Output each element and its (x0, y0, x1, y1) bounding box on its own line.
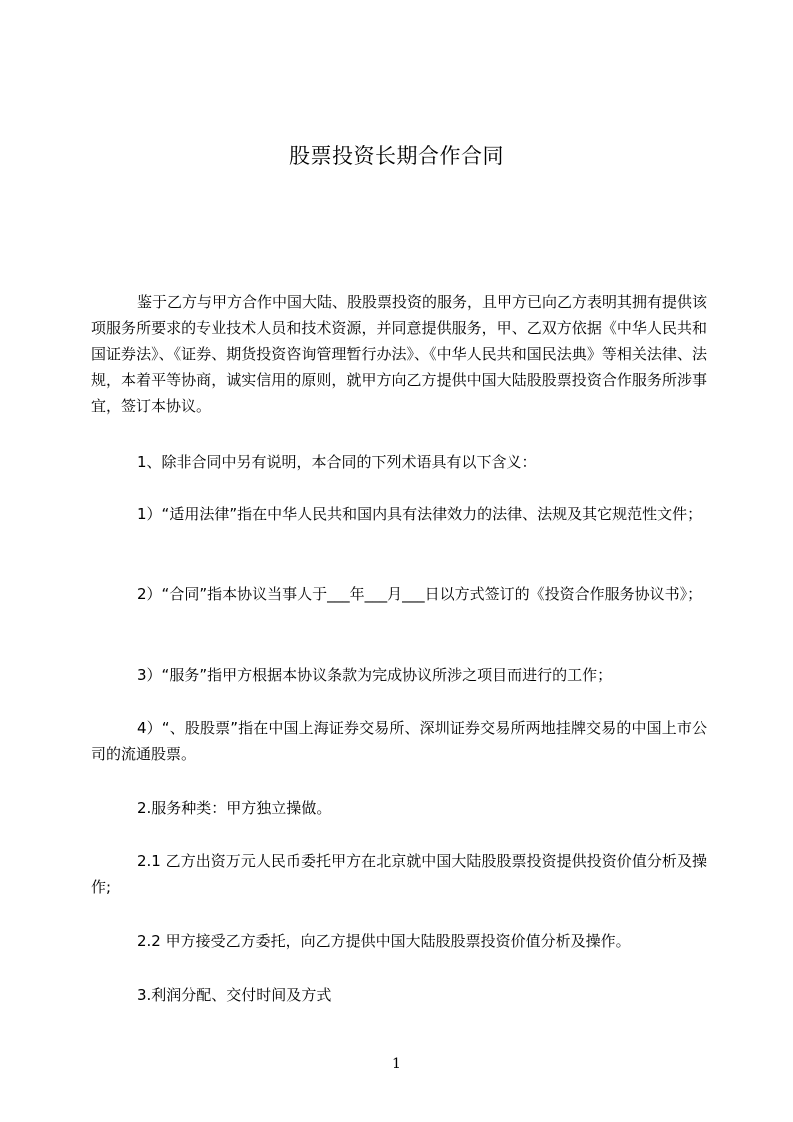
clause-2-1: 2.1 乙方出资万元人民币委托甲方在北京就中国大陆股股票投资提供投资价值分析及操作; (91, 852, 707, 896)
definitions-heading: 1、除非合同中另有说明，本合同的下列术语具有以下含义： (137, 453, 537, 471)
document-title: 股票投资长期合作合同 (289, 144, 504, 168)
definition-service: 3）“服务”指甲方根据本协议条款为完成协议所涉之项目而进行的工作； (137, 666, 613, 684)
definition-stock: 4）“、股股票”指在中国上海证券交易所、深圳证券交易所两地挂牌交易的中国上市公司的流通股票。 (91, 719, 707, 763)
clause-2-2: 2.2 甲方接受乙方委托，向乙方提供中国大陆股股票投资价值分析及操作。 (137, 932, 631, 950)
profit-distribution-heading: 3.利润分配、交付时间及方式 (137, 986, 332, 1004)
preamble-paragraph: 鉴于乙方与甲方合作中国大陆、股股票投资的服务，且甲方已向乙方表明其拥有提供该项服务所要求的专业技术人员和技术资源，并同意提供服务，甲、乙双方依据《中华人民共和国证券法》、《证券、期货投资咨询管理暂行办法》、《中华人民共和国民法典》等相关法律、法规，本着平等协商，诚实信用的原则，就甲方向乙方提供中国大陆股股票投资合作服务所涉事宜，签订本协议。 (91, 293, 708, 415)
service-type-heading: 2.服务种类：甲方独立操做。 (137, 799, 332, 817)
page-number: 1 (392, 1056, 401, 1072)
definition-applicable-law: 1）“适用法律”指在中华人民共和国内具有法律效力的法律、法规及其它规范性文件； (137, 505, 703, 523)
definition-contract: 2）“合同”指本协议当事人于___年___月___日以方式签订的《投资合作服务协议书》； (137, 585, 703, 603)
